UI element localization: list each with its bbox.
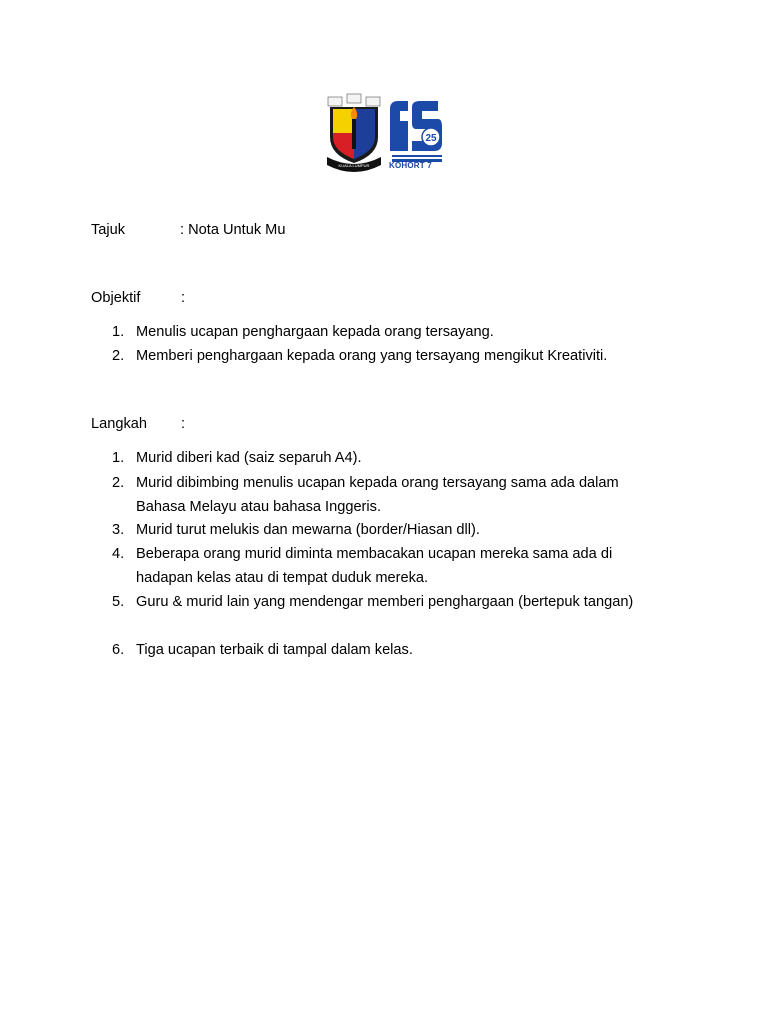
list-number: 6.: [112, 642, 125, 658]
list-text: Guru & murid lain yang mendengar memberi penghargaan (bertepuk tangan): [136, 594, 634, 610]
list-number: 1.: [112, 450, 125, 466]
list-number: 3.: [112, 522, 125, 538]
list-number: 1.: [112, 324, 125, 340]
list-number: 4.: [112, 546, 125, 562]
langkah-colon: :: [181, 416, 186, 432]
tajuk-value: : Nota Untuk Mu: [180, 222, 286, 238]
list-text: Murid turut melukis dan mewarna (border/Hiasan dll).: [136, 522, 480, 538]
objektif-label: Objektif: [91, 290, 141, 306]
school-crest-logo: [325, 93, 383, 173]
list-number: 5.: [112, 594, 125, 610]
list-text: Tiga ucapan terbaik di tampal dalam kelas.: [136, 642, 413, 658]
list-text: Menulis ucapan penghargaan kepada orang tersayang.: [136, 324, 494, 340]
kohort-number: 25: [425, 133, 437, 144]
langkah-label: Langkah: [91, 416, 147, 432]
objektif-colon: :: [181, 290, 186, 306]
list-text: Murid dibimbing menulis ucapan kepada orang tersayang sama ada dalam Bahasa Melayu atau bahasa Inggeris.: [136, 475, 619, 515]
header-logos: [325, 93, 445, 175]
crest-banner-text: KUALA LUMPUR: [338, 163, 370, 168]
list-number: 2.: [112, 348, 125, 364]
list-text: Memberi penghargaan kepada orang yang tersayang mengikut Kreativiti.: [136, 348, 608, 364]
list-text: Murid diberi kad (saiz separuh A4).: [136, 450, 362, 466]
list-number: 2.: [112, 475, 125, 491]
tajuk-label: Tajuk: [91, 222, 126, 238]
kohort-label: KOHORT 7: [389, 161, 432, 170]
list-text: Beberapa orang murid diminta membacakan ucapan mereka sama ada di hadapan kelas atau di tempat duduk mereka.: [136, 546, 613, 586]
